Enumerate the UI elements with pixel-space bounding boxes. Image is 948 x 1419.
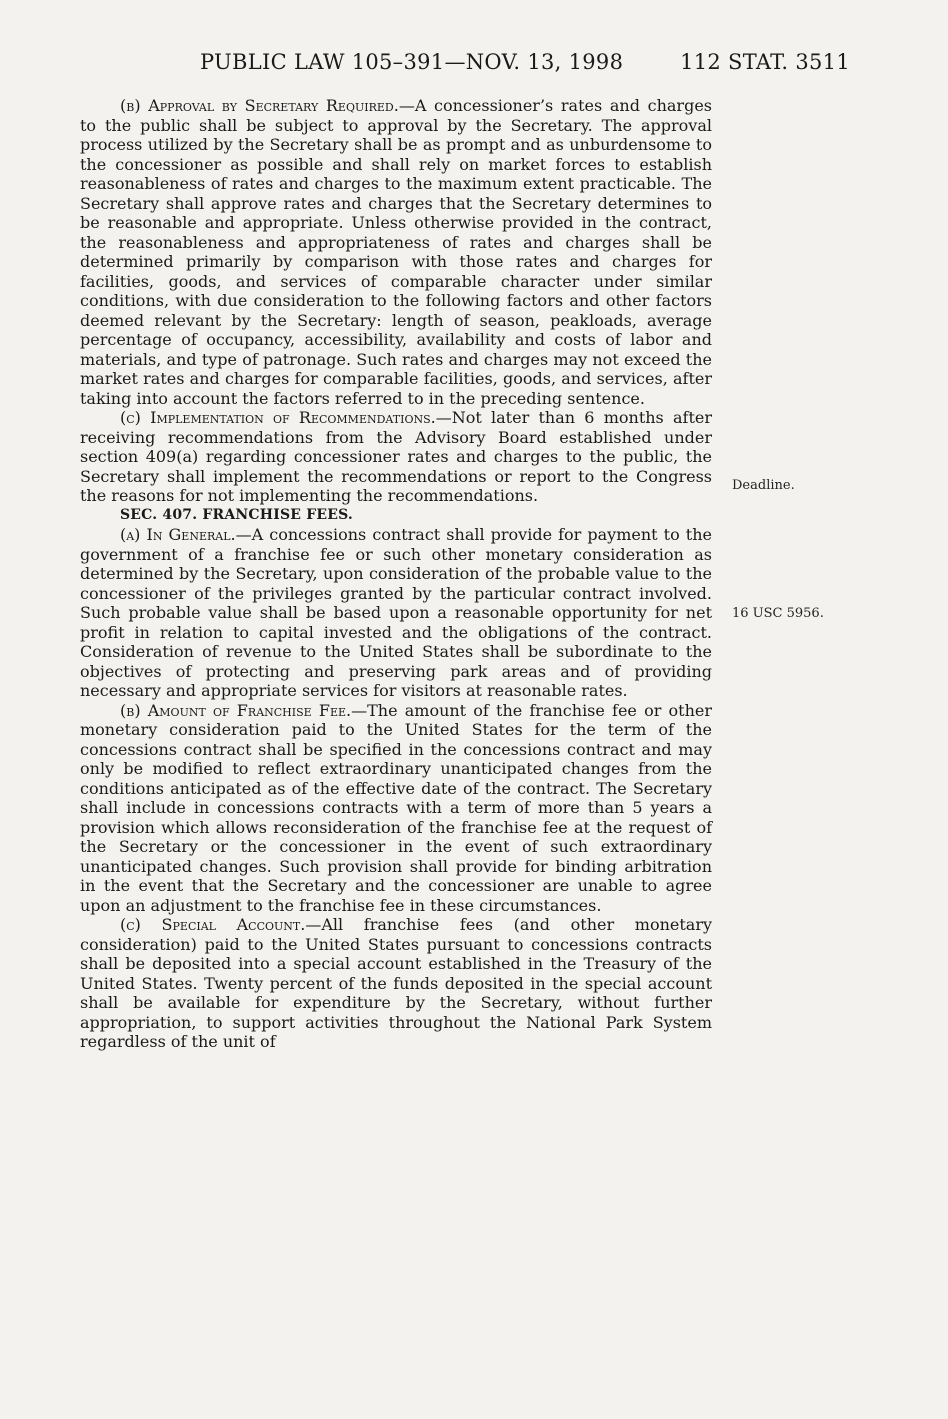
subsection-heading: (b) Approval by Secretary Required. — [120, 96, 399, 115]
paragraph-text: —All franchise fees (and other monetary consideration) paid to the United States pursuant to concessions contracts shall be deposited into a special account established in the Treasury of the United States. Twenty percent of the funds deposited in the special account shall be available for expenditure by the Secretary, without further appropriation, to support activities throughout the National Park System regardless of the unit of — [80, 915, 713, 1051]
paragraph-special-account — [80, 915, 712, 1052]
paragraph-implementation — [80, 408, 712, 506]
paragraph-text: —The amount of the franchise fee or other monetary consideration paid to the United States for the term of the concessions contract shall be specified in the concessions contract and may only be modified to reflect extraordinary unanticipated changes from the conditions anticipated as of the effective date of the contract. The Secretary shall include in concessions contracts with a term of more than 5 years a provision which allows reconsideration of the franchise fee at the request of the Secretary or the concessioner in the event of such extraordinary unanticipated changes. Such provision shall provide for binding arbitration in the event that the Secretary and the concessioner are unable to agree upon an adjustment to the franchise fee in these circumstances. — [80, 700, 713, 915]
body-text — [80, 96, 712, 1052]
statute-page-number: 112 STAT. 3511 — [680, 50, 850, 74]
paragraph-text: —A concessioner’s rates and charges to the public shall be subject to approval by the Secretary. The approval process utilized by the Secretary shall be as prompt and as unburdensome to the concessioner as possible and shall rely on market forces to establish reasonableness of rates and charges to the maximum extent practicable. The Secretary shall approve rates and charges that the Secretary determines to be reasonable and appropriate. Unless otherwise provided in the contract, the reasonableness and appropriateness of rates and charges shall be determined primarily by comparison with those rates and charges for facilities, goods, and services of comparable character under similar conditions, with due consideration to the following factors and other factors deemed relevant by the Secretary: length of season, peakloads, average percentage of occupancy, accessibility, availability and costs of labor and materials, and type of patronage. Such rates and charges may not exceed the market rates and charges for comparable facilities, goods, and services, after taking into account the factors referred to in the preceding sentence. — [80, 96, 712, 408]
subsection-heading: (b) Amount of Franchise Fee. — [120, 700, 352, 720]
paragraph-text: —Not later than 6 months after receiving recommendations from the Advisory Board established under section 409(a) regarding concessioner rates and charges to the public, the Secretary shall implement the recommendations or report to the Congress the reasons for not implementing the recommendations. — [80, 408, 713, 505]
subsection-heading: (a) In General. — [120, 525, 236, 544]
paragraph-amount-of-fee — [80, 701, 712, 916]
paragraph-approval-required — [80, 96, 712, 408]
subsection-heading: (c) Implementation of Recommendations. — [120, 408, 436, 427]
running-head-title: PUBLIC LAW 105–391—NOV. 13, 1998 — [200, 50, 624, 74]
margin-note-deadline: Deadline. — [732, 478, 795, 493]
paragraph-text: —A concessions contract shall provide for payment to the government of a franchise fee or such other monetary consideration as determined by the Secretary, upon consideration of the probable value to the concessioner of the privileges granted by the particular contract involved. Such probable value shall be based upon a reasonable opportunity for net profit in relation to capital invested and the obligations of the contract. Consideration of revenue to the United States shall be subordinate to the objectives of protecting and preserving park areas and of providing necessary and appropriate services for visitors at reasonable rates. — [80, 525, 712, 700]
paragraph-in-general — [80, 525, 712, 701]
subsection-heading: (c) Special Account. — [120, 915, 306, 934]
margin-note-usc-citation: 16 USC 5956. — [732, 606, 824, 621]
section-heading: SEC. 407. FRANCHISE FEES. — [120, 506, 353, 523]
